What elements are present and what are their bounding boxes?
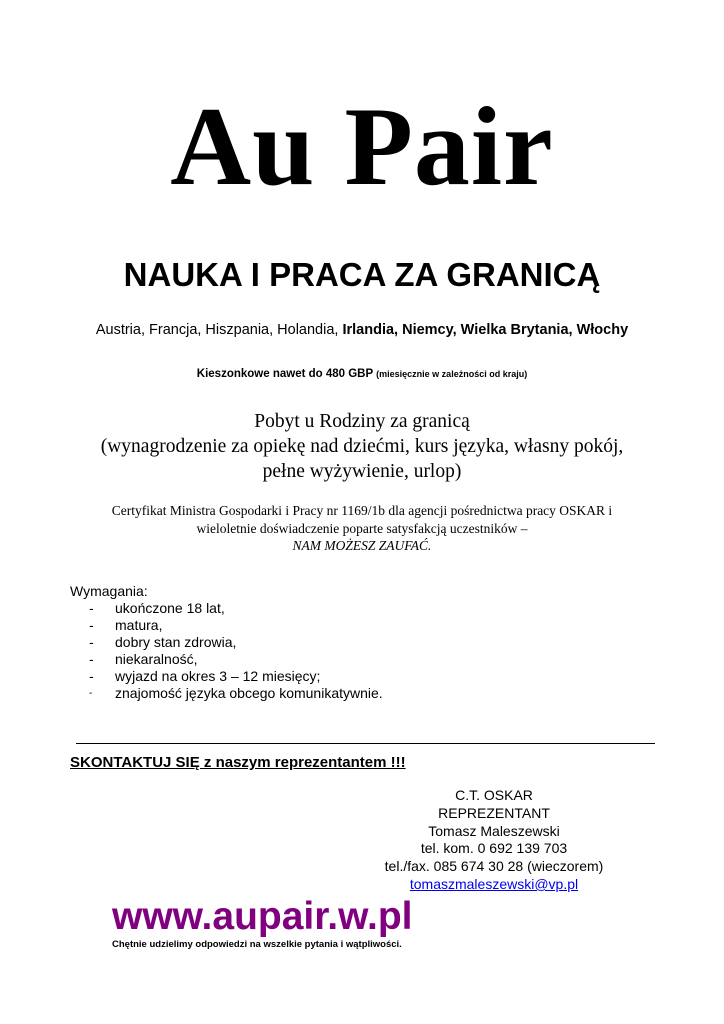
requirement-text: wyjazd na okres 3 – 12 miesięcy; [115,668,321,684]
contact-name: Tomasz Maleszewski [428,822,560,839]
pocket-money [0,366,724,382]
requirement-text: znajomość języka obcego komunikatywnie. [115,685,383,701]
stay-description [60,409,664,484]
footer-note: Chętnie udzielimy odpowiedzi na wszelkie pytania i wątpliwości. [112,939,402,950]
contact-block [364,787,624,894]
requirement-text: ukończone 18 lat, [115,600,225,616]
contact-mobile: tel. kom. 0 692 139 703 [420,840,568,857]
contact-phone-fax: tel./fax. 085 674 30 28 (wieczorem) [384,858,604,875]
contact-company: C.T. OSKAR [455,787,533,803]
bullet-dash: - [89,668,94,684]
stay-line-2: (wynagrodzenie za opiekę nad dziećmi, kurs języka, własny pokój, [100,436,624,457]
stay-line-3: pełne wyżywienie, urlop) [262,461,462,482]
pocket-money-note: (miesięcznie w zależności od kraju) [376,369,528,379]
bullet-dash: - [89,688,93,699]
certificate-line-2: wieloletnie doświadczenie poparte satysfakcją uczestników – [196,520,528,536]
requirements-section [70,583,383,702]
subtitle: NAUKA I PRACA ZA GRANICĄ [123,256,601,293]
requirement-text: niekaralność, [115,651,198,667]
contact-email-row [364,876,624,894]
bullet-dash: - [89,634,94,650]
countries-regular: Austria, Francja, Hiszpania, Holandia, [95,322,343,338]
countries-bold: Irlandia, Niemcy, Wielka Brytania, Włochy [342,322,629,338]
pocket-money-main: Kieszonkowe nawet do 480 GBP [196,368,377,380]
list-item [70,651,383,668]
list-item [70,600,383,617]
requirement-text: matura, [115,617,163,633]
list-item [70,668,383,685]
list-item [70,685,383,702]
horizontal-divider [76,743,655,744]
list-item [70,634,383,651]
stay-line-1: Pobyt u Rodziny za granicą [254,411,470,432]
bullet-dash: - [89,600,94,616]
contact-role: REPREZENTANT [438,804,550,821]
website-link[interactable]: www.aupair.w.pl [112,895,413,938]
certificate-line-1: Certyfikat Ministra Gospodarki i Pracy nr 1169/1b dla agencji pośrednictwa pracy OSKAR i [111,503,613,518]
list-item [70,617,383,634]
countries-list [0,320,724,340]
requirement-text: dobry stan zdrowia, [115,634,237,650]
trust-slogan: NAM MOŻESZ ZAUFAĆ. [292,538,432,553]
contact-heading: SKONTAKTUJ SIĘ z naszym reprezentantem !!! [70,754,406,771]
certificate-line-3 [60,537,664,555]
requirements-heading: Wymagania: [70,583,148,599]
page-title: Au Pair [170,85,554,209]
bullet-dash: - [89,617,94,633]
bullet-dash: - [89,651,94,667]
requirements-list [70,600,383,702]
email-link[interactable]: tomaszmaleszewski@vp.pl [409,875,579,892]
certificate-text [60,502,664,555]
